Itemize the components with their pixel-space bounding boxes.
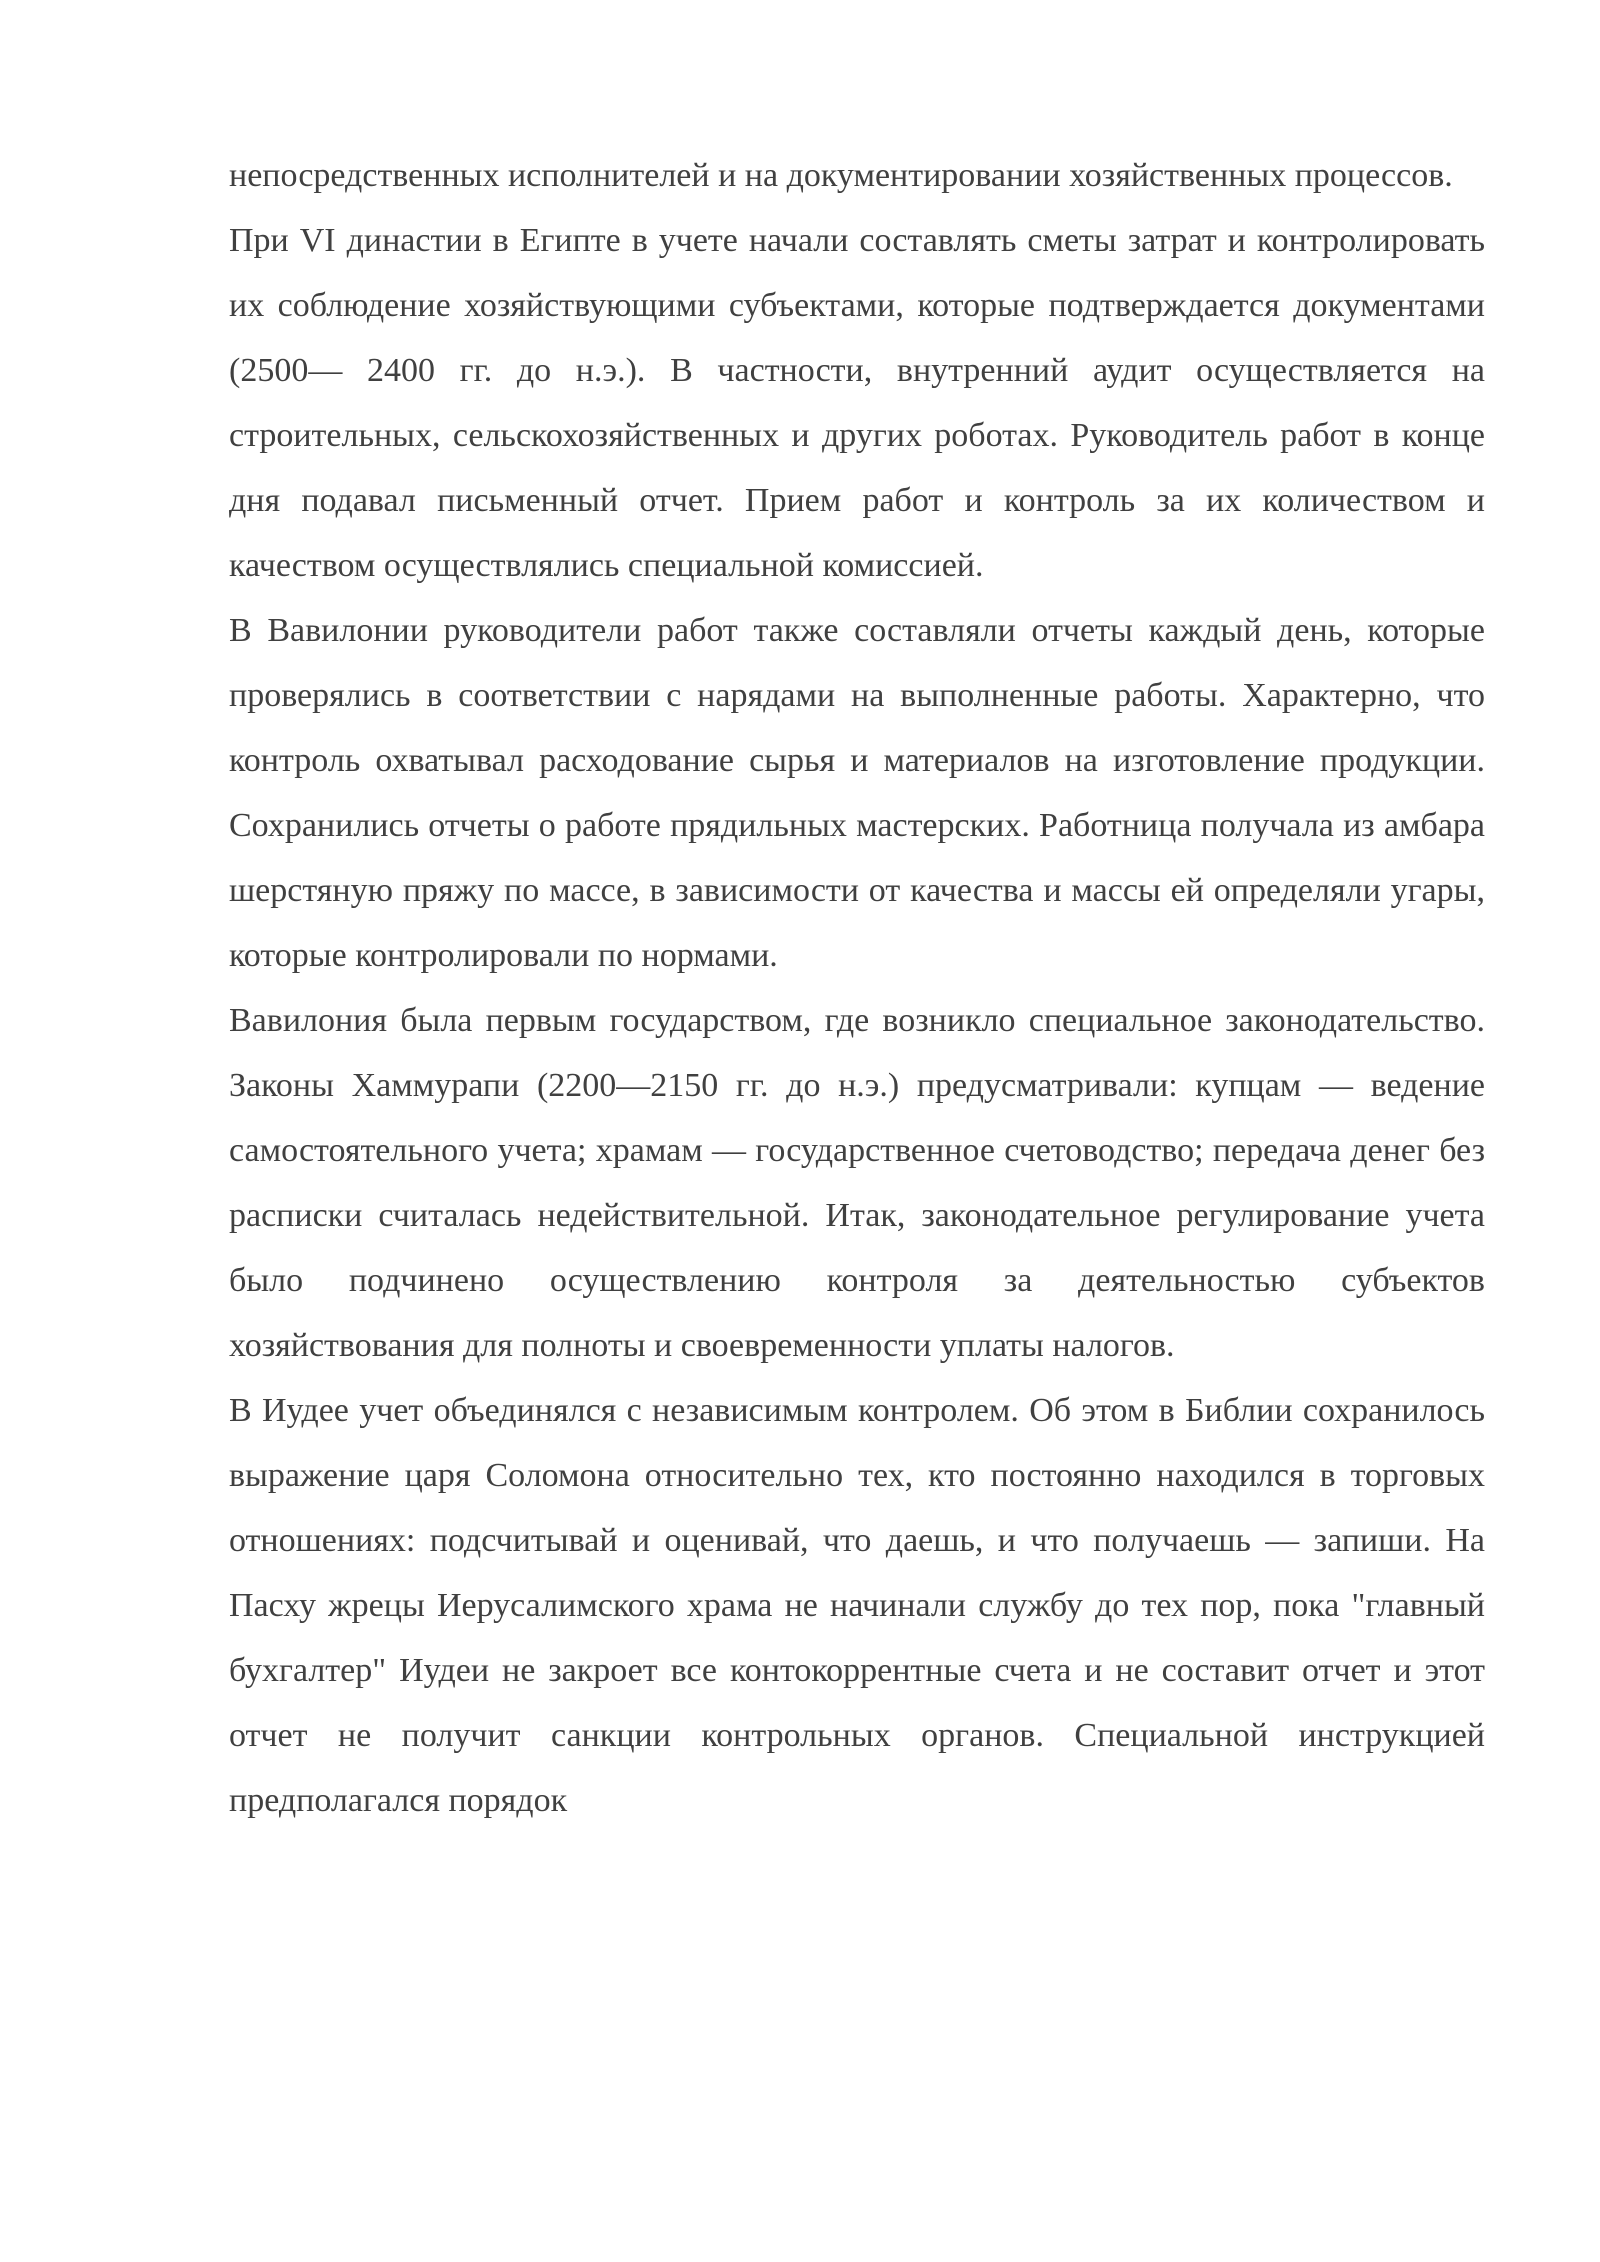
paragraph-5: В Иудее учет объединялся с независимым контролем. Об этом в Библии сохранилось выражение царя Соломона относительно тех, кто постоянно находился в торговых отношениях: подсчитывай и оценивай, что даешь, и что получаешь — запиши. На Пасху жрецы Иерусалимского храма не начинали службу до тех пор, пока "главный бухгалтер" Иудеи не закроет все контокоррентные счета и не составит отчет и этот отчет не получит санкции контрольных органов. Специальной инструкцией предполагался порядок xyxy=(229,1392,1485,1819)
paragraph-2: При VI династии в Египте в учете начали составлять сметы затрат и контролировать их соблюдение хозяйствующими субъектами, которые подтверждается документами (2500— 2400 гг. до н.э.). В частности, внутренний аудит осуществляется на строительных, сельскохозяйственных и других роботах. Руководитель работ в конце дня подавал письменный отчет. Прием работ и контроль за их количеством и качеством осуществлялись специальной комиссией. xyxy=(229,222,1485,584)
paragraph-3: В Вавилонии руководители работ также составляли отчеты каждый день, которые проверялись в соответствии с нарядами на выполненные работы. Характерно, что контроль охватывал расходование сырья и материалов на изготовление продукции. Сохранились отчеты о работе прядильных мастерских. Работница получала из амбара шерстяную пряжу по массе, в зависимости от качества и массы ей определяли угары, которые контролировали по нормами. xyxy=(229,612,1485,974)
paragraph-1: непосредственных исполнителей и на документировании хозяйственных процессов. xyxy=(229,157,1453,194)
document-body xyxy=(229,143,1485,1833)
paragraph-4: Вавилония была первым государством, где возникло специальное законодательство. Законы Хаммурапи (2200—2150 гг. до н.э.) предусматривали: купцам — ведение самостоятельного учета; храмам — государственное счетоводство; передача денег без расписки считалась недействительной. Итак, законодательное регулирование учета было подчинено осуществлению контроля за деятельностью субъектов хозяйствования для полноты и своевременности уплаты налогов. xyxy=(229,1002,1485,1364)
